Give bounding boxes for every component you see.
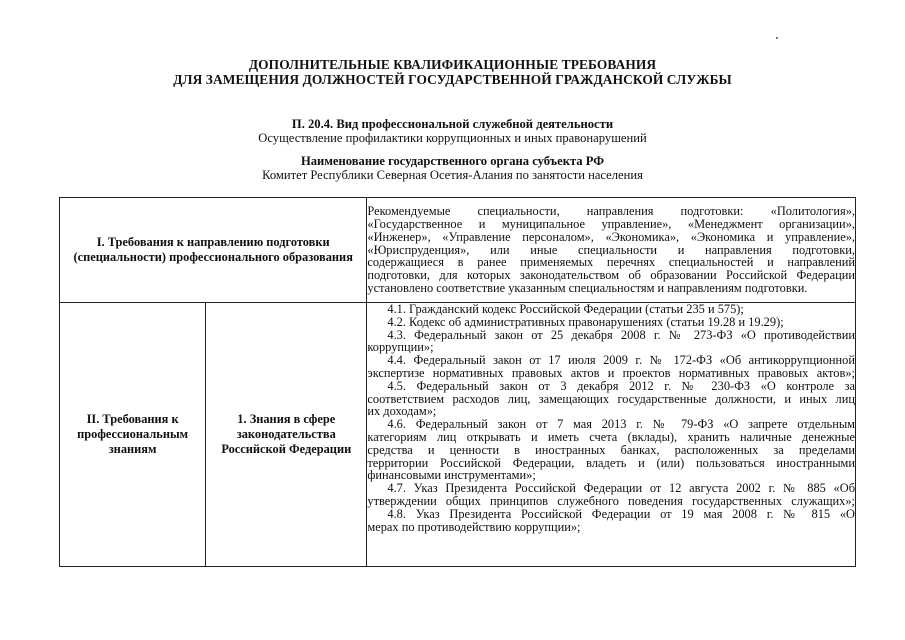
text-line: финансовыми инструментами»; [367,468,536,483]
legislation-label-cell [206,303,367,567]
table-row-education [60,198,856,303]
text-line: их доходам»; [367,404,437,419]
title-line-2: ДЛЯ ЗАМЕЩЕНИЯ ДОЛЖНОСТЕЙ ГОСУДАРСТВЕННОЙ ГРАЖДАНСКОЙ СЛУЖБЫ [173,72,732,87]
text-line: 4.2. Кодекс об административных правонарушениях (статьи 19.28 и 19.29); [387,314,784,329]
agency-heading: Наименование государственного органа субъекта РФ [300,154,605,168]
legislation-content-cell [367,303,856,567]
stray-dot [776,37,778,39]
text-line: содержащиеся в ранее применяемых перечнях специальностей и направлений [367,255,855,270]
education-label-line-2: (специальности) профессионального образования [73,250,353,264]
text-line: Рекомендуемые специальности, направления подготовки: «Политология», [367,204,855,219]
text-line: 4.7. Указ Президента Российской Федерации от 12 августа 2002 г. № 885 «Об [387,481,855,496]
text-line: 4.8. Указ Президента Российской Федерации от 19 мая 2008 г. № 815 «О [387,506,855,521]
knowledge-label-line-1: II. Требования к [86,412,179,426]
text-line: коррупции»; [367,340,434,355]
document-title [0,57,905,87]
legislation-label-line-1: 1. Знания в сфере [237,412,336,426]
requirements-table [59,197,856,567]
education-label-cell [60,198,367,303]
education-content-cell [367,198,856,303]
text-line: 4.4. Федеральный закон от 17 июля 2009 г. № 172-ФЗ «Об антикоррупционной [387,353,855,368]
table-row-knowledge [60,303,856,567]
agency-value: Комитет Республики Северная Осетия-Алания по занятости населения [262,168,643,182]
text-line: соответствием расходов лиц, замещающих государственные должности, и иных лиц [367,391,855,406]
activity-heading: П. 20.4. Вид профессиональной служебной деятельности [291,117,614,131]
text-line: 4.5. Федеральный закон от 3 декабря 2012 г. № 230-ФЗ «О контроле за [387,378,855,393]
text-line: установлено соответствие указанным специальностям и направлениям подготовки. [367,280,808,295]
education-label-line-1: I. Требования к направлению подготовки [96,235,330,249]
text-line: 4.1. Гражданский кодекс Российской Федерации (статьи 235 и 575); [387,302,744,316]
legislation-label-line-2: законодательства [236,427,336,441]
activity-value: Осуществление профилактики коррупционных и иных правонарушений [258,131,647,145]
text-line: мерах по противодействию коррупции»; [367,519,581,534]
title-line-1: ДОПОЛНИТЕЛЬНЫЕ КВАЛИФИКАЦИОННЫЕ ТРЕБОВАНИЯ [248,57,657,72]
knowledge-label-line-2: профессиональным [77,427,189,441]
text-line: территории Российской Федерации, владеть и (или) пользоваться иностранными [367,455,855,470]
legislation-label-line-3: Российской Федерации [221,442,352,456]
knowledge-label-line-3: знаниям [108,442,157,456]
text-line: «Государственное и муниципальное управление», «Менеджмент организации», [367,217,855,231]
knowledge-label-cell [60,303,206,567]
text-line: «Юриспруденция», или иные специальности и направления подготовки, [367,242,855,257]
text-line: 4.3. Федеральный закон от 25 декабря 2008 г. № 273-ФЗ «О противодействии [387,327,855,342]
text-line: 4.6. Федеральный закон от 7 мая 2013 г. № 79-ФЗ «О запрете отдельным [387,417,855,432]
text-line: категориям лиц открывать и иметь счета (вклады), хранить наличные денежные [367,429,855,444]
text-line: средства и ценности в иностранных банках, расположенных за пределами [367,442,855,457]
text-line: утверждении общих принципов служебного поведения государственных служащих»; [367,493,855,508]
text-line: «Инженер», «Управление персоналом», «Экономика», «Экономика и управление», [367,229,855,244]
text-line: экспертизе нормативных правовых актов и проектов нормативных правовых актов»; [367,365,855,380]
text-line: подготовки, для которых законодательством об образовании Российской Федерации [367,268,855,283]
